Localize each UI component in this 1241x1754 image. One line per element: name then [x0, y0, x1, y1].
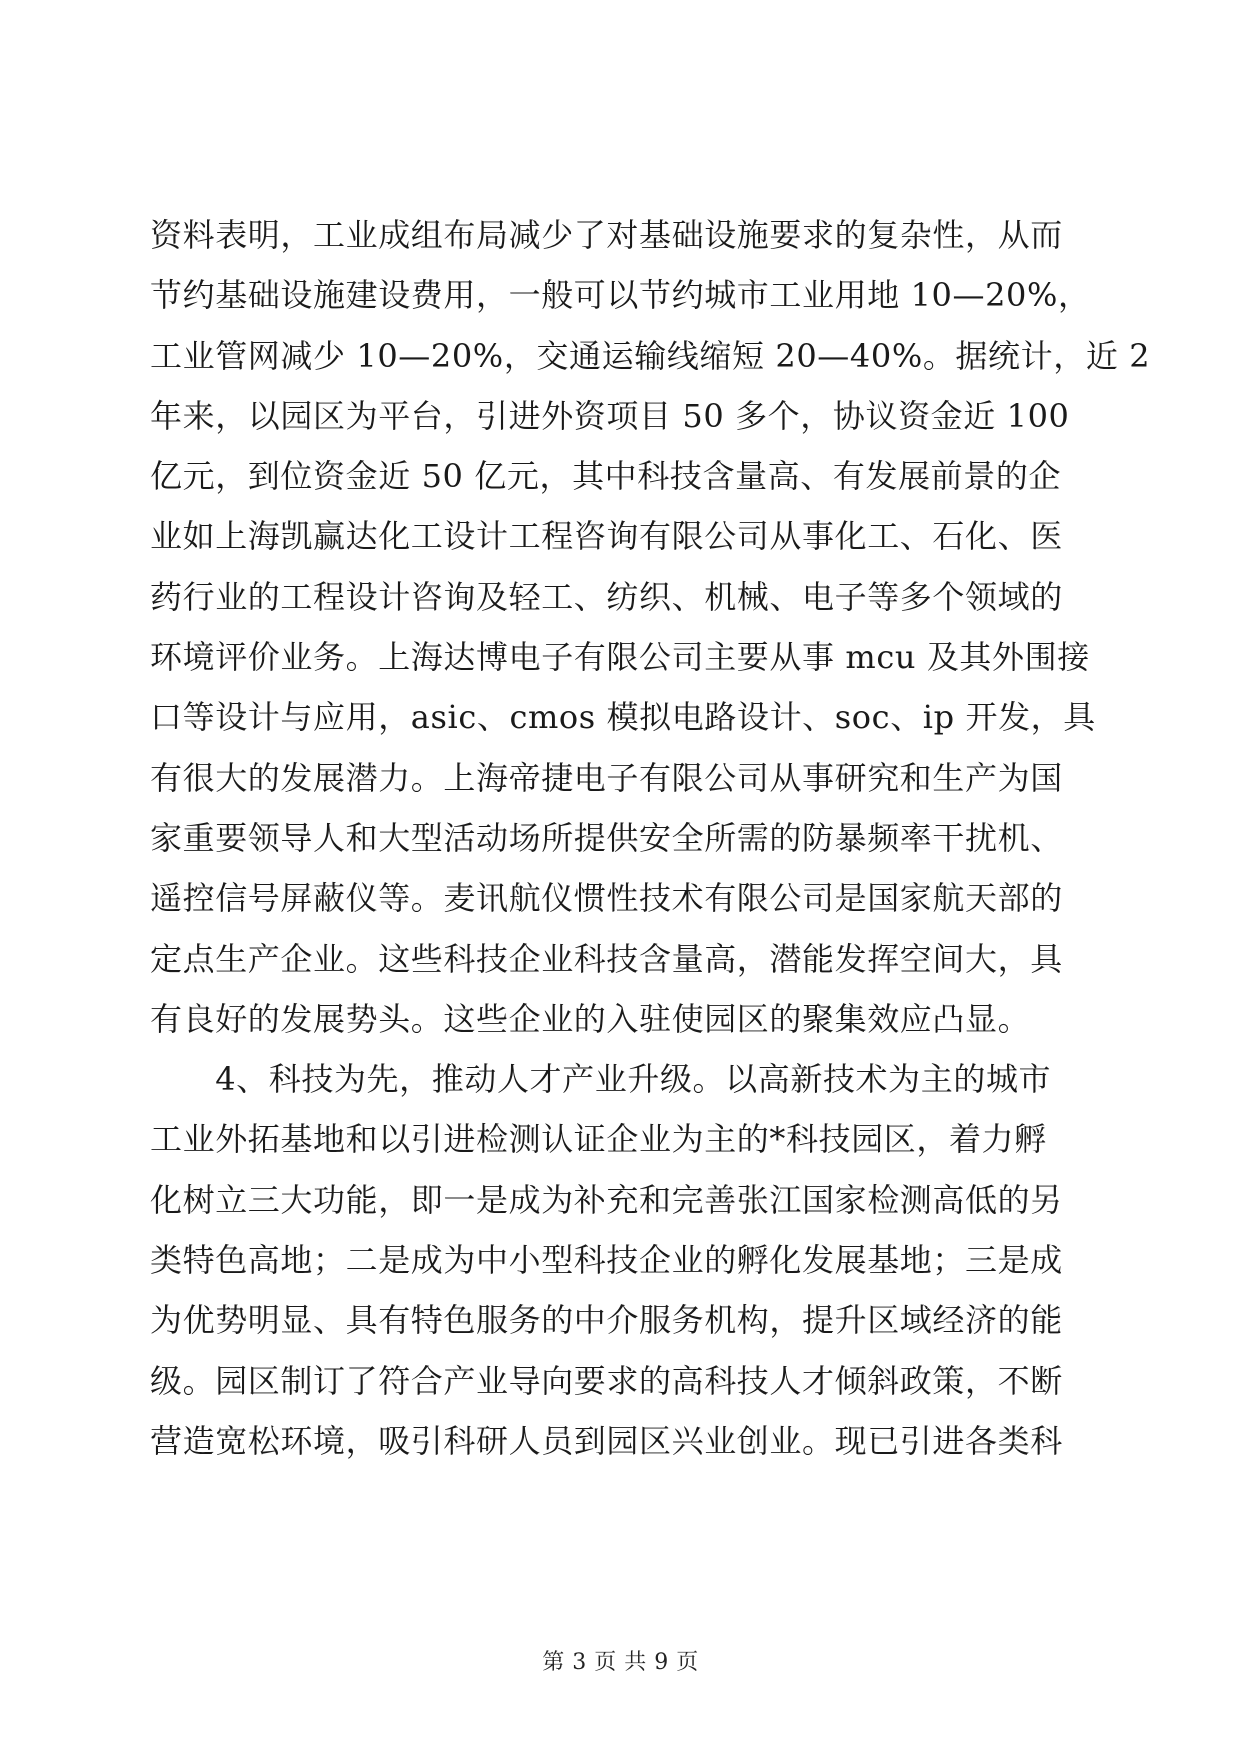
text-line: 4、科技为先，推动人才产业升级。以高新技术为主的城市 [150, 1060, 1052, 1099]
text-line: 类特色高地；二是成为中小型科技企业的孵化发展基地；三是成 [150, 1241, 1063, 1280]
text-line: 业如上海凯赢达化工设计工程咨询有限公司从事化工、石化、医 [150, 517, 1063, 556]
page-number-footer: 第 3 页 共 9 页 [542, 1650, 699, 1675]
text-line: 节约基础设施建设费用，一般可以节约城市工业用地 10—20%， [150, 276, 1091, 315]
text-line: 亿元，到位资金近 50 亿元，其中科技含量高、有发展前景的企 [150, 457, 1062, 496]
text-line: 工业管网减少 10—20%，交通运输线缩短 20—40%。据统计，近 2 [150, 336, 1151, 375]
text-line: 遥控信号屏蔽仪等。麦讯航仪惯性技术有限公司是国家航天部的 [150, 879, 1063, 918]
text-line: 定点生产企业。这些科技企业科技含量高，潜能发挥空间大，具 [150, 939, 1063, 978]
text-line: 工业外拓基地和以引进检测认证企业为主的*科技园区，着力孵 [150, 1120, 1047, 1159]
text-line: 化树立三大功能，即一是成为补充和完善张江国家检测高低的另 [150, 1180, 1063, 1219]
text-line: 有良好的发展势头。这些企业的入驻使园区的聚集效应凸显。 [150, 999, 1031, 1038]
text-line: 级。园区制订了符合产业导向要求的高科技人才倾斜政策，不断 [150, 1361, 1063, 1400]
text-line: 口等设计与应用，asic、cmos 模拟电路设计、soc、ip 开发，具 [150, 698, 1096, 737]
text-line: 药行业的工程设计咨询及轻工、纺织、机械、电子等多个领域的 [150, 577, 1063, 616]
text-line: 年来，以园区为平台，引进外资项目 50 多个，协议资金近 100 [150, 396, 1070, 435]
body-text [150, 205, 1151, 1471]
text-line: 有很大的发展潜力。上海帝捷电子有限公司从事研究和生产为国 [150, 758, 1063, 797]
text-line: 资料表明，工业成组布局减少了对基础设施要求的复杂性，从而 [150, 216, 1063, 254]
text-line: 营造宽松环境，吸引科研人员到园区兴业创业。现已引进各类科 [150, 1421, 1063, 1460]
text-line: 环境评价业务。上海达博电子有限公司主要从事 mcu 及其外围接 [150, 638, 1090, 677]
text-line: 为优势明显、具有特色服务的中介服务机构，提升区域经济的能 [150, 1301, 1063, 1340]
text-line: 家重要领导人和大型活动场所提供安全所需的防暴频率干扰机、 [150, 818, 1063, 857]
